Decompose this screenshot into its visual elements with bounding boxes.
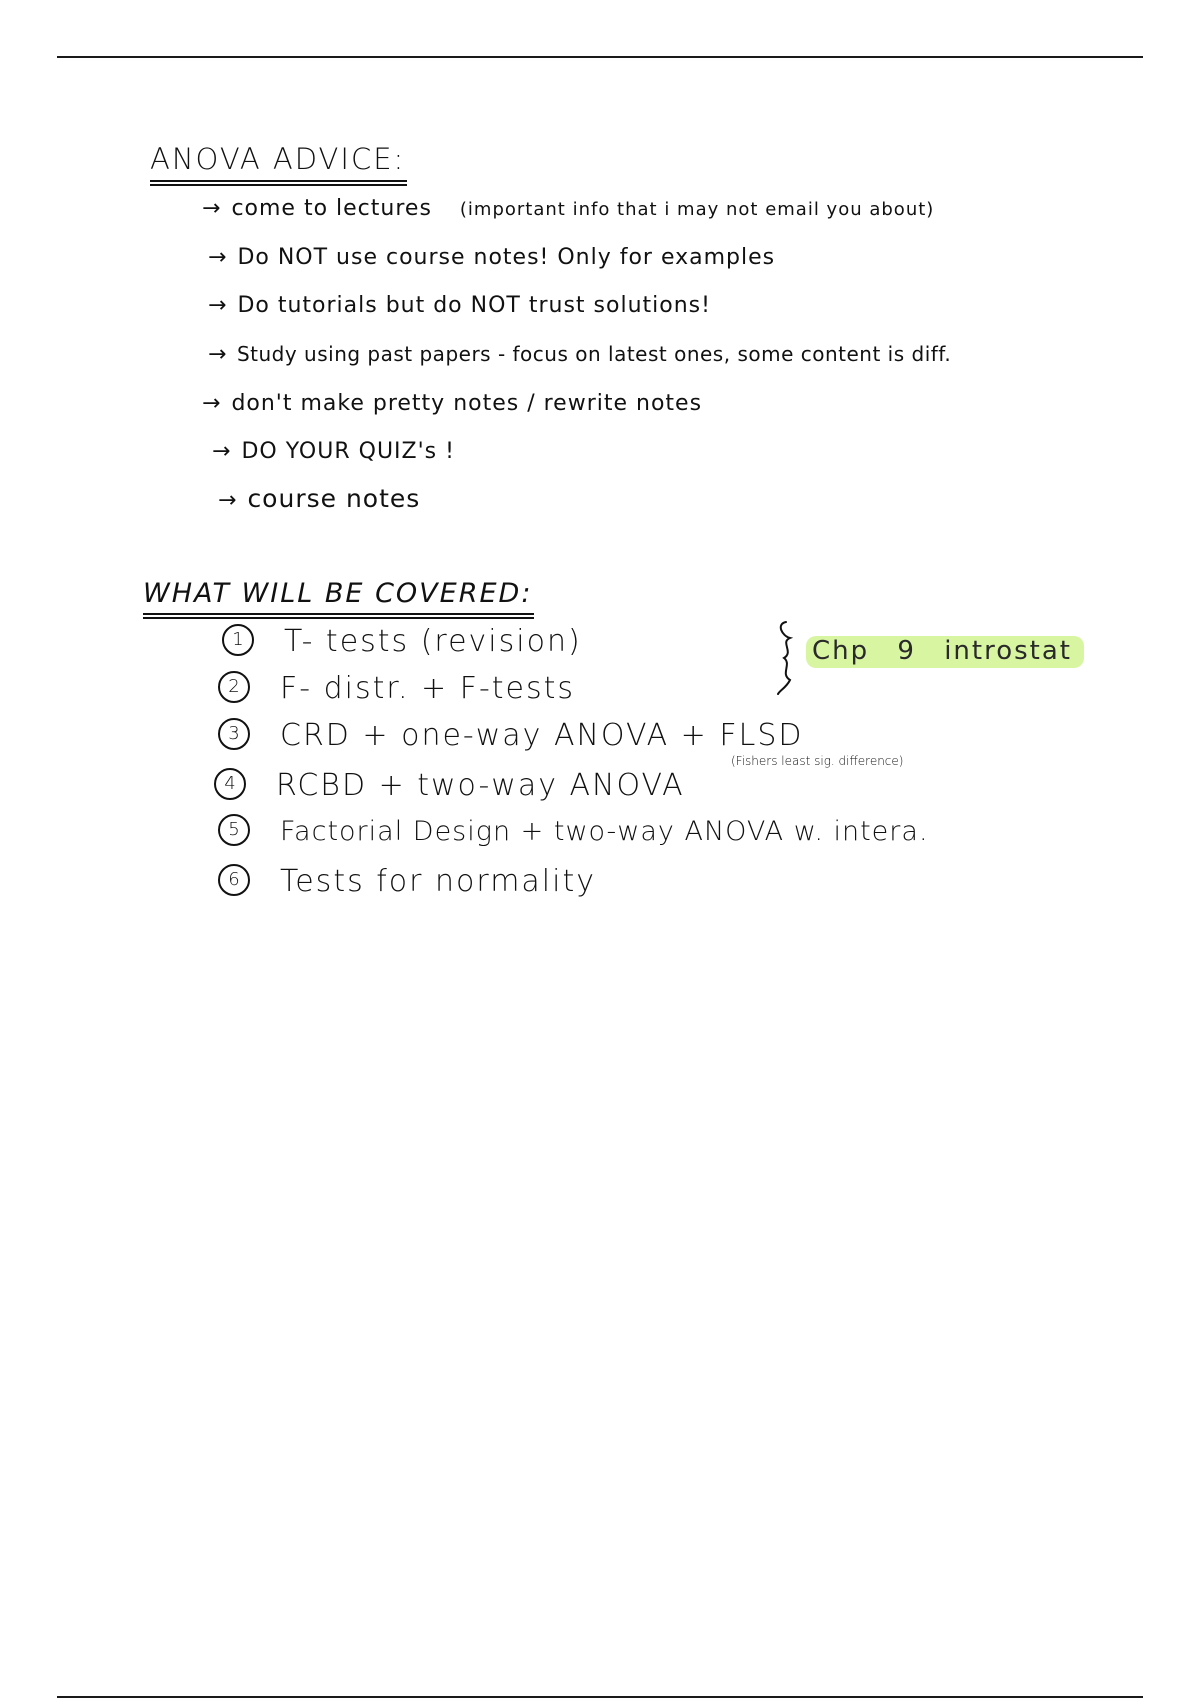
advice-item-text: DO YOUR QUIZ's ! xyxy=(241,439,455,464)
topic-number: 1 xyxy=(222,624,254,656)
arrow-right-icon: → xyxy=(208,245,228,270)
topic-text: RCBD + two-way ANOVA xyxy=(276,768,685,803)
arrow-right-icon: → xyxy=(218,488,238,513)
advice-item-note: (important info that i may not email you about) xyxy=(459,199,935,220)
advice-item-text: come to lectures xyxy=(231,196,432,221)
topic-subnote: (Fishers least sig. difference) xyxy=(731,754,904,768)
topic-text: CRD + one-way ANOVA + FLSD xyxy=(280,718,804,753)
topic-item xyxy=(218,864,596,899)
covered-heading-text: WHAT WILL BE COVERED: xyxy=(143,578,533,609)
advice-item-text: Do NOT use course notes! Only for examples xyxy=(237,245,776,270)
heading-underline xyxy=(143,613,534,615)
arrow-right-icon: → xyxy=(212,439,232,464)
advice-item xyxy=(218,484,420,513)
heading-underline xyxy=(143,617,534,619)
topic-text: T- tests (revision) xyxy=(284,624,582,659)
covered-heading xyxy=(143,578,532,609)
topic-number: 4 xyxy=(214,768,246,800)
advice-item xyxy=(202,196,934,221)
arrow-right-icon: → xyxy=(208,342,227,367)
topic-text: F- distr. + F-tests xyxy=(280,671,576,706)
topic-item xyxy=(214,768,685,803)
arrow-right-icon: → xyxy=(202,196,222,221)
advice-item xyxy=(208,245,775,270)
advice-item xyxy=(208,293,711,318)
advice-item-text: don't make pretty notes / rewrite notes xyxy=(231,391,703,416)
topic-item xyxy=(222,624,582,659)
advice-item-text: Do tutorials but do NOT trust solutions! xyxy=(237,293,711,318)
topic-item xyxy=(218,816,929,849)
topic-number: 5 xyxy=(218,814,250,846)
footer-rule xyxy=(57,1696,1143,1698)
advice-item xyxy=(212,439,455,464)
arrow-right-icon: → xyxy=(208,293,228,318)
chapter-highlight: Chp 9 introstat xyxy=(806,636,1084,668)
topic-text: Factorial Design + two-way ANOVA w. intera. xyxy=(280,816,929,847)
advice-item-text: course notes xyxy=(247,484,421,513)
topic-item xyxy=(218,671,575,706)
advice-heading-text: ANOVA ADVICE: xyxy=(150,142,406,176)
curly-brace-icon xyxy=(772,618,802,698)
arrow-right-icon: → xyxy=(202,391,222,416)
advice-item xyxy=(208,342,951,367)
topic-number: 6 xyxy=(218,864,250,896)
topic-item xyxy=(218,718,904,768)
topic-number: 3 xyxy=(218,718,250,750)
topic-number: 2 xyxy=(218,671,250,703)
advice-item-text: Study using past papers - focus on latest ones, some content is diff. xyxy=(236,342,952,366)
advice-list xyxy=(0,0,1200,540)
topic-text: Tests for normality xyxy=(280,864,596,899)
advice-item xyxy=(202,391,702,416)
